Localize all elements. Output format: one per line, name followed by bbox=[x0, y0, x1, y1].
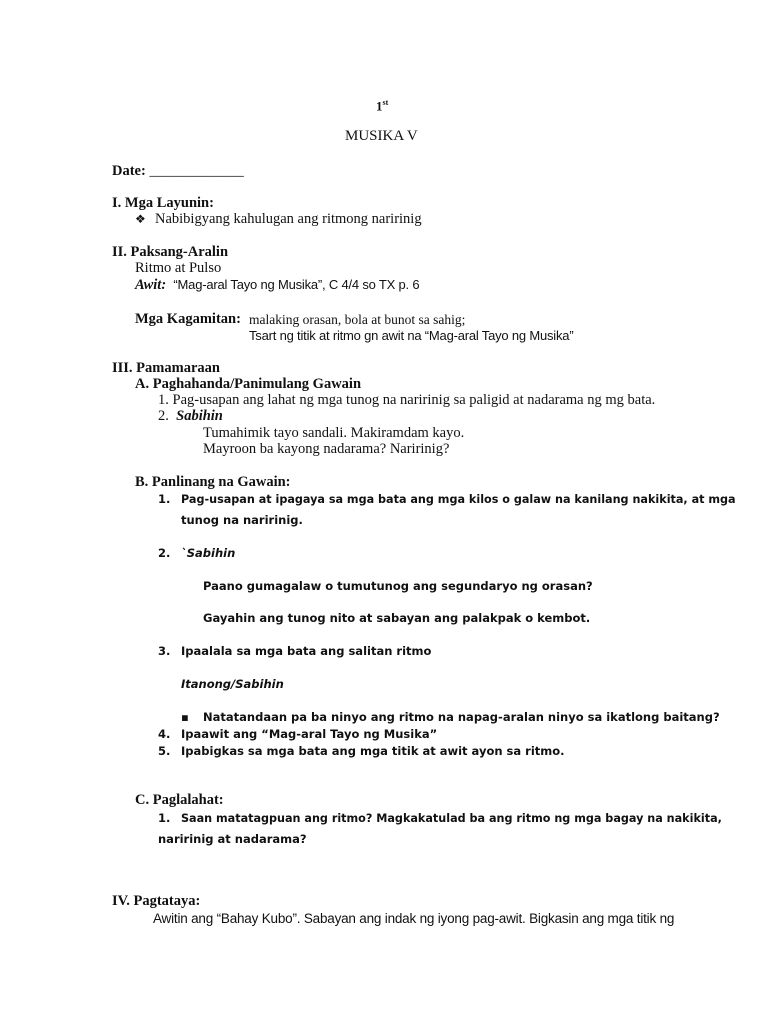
c-item-1-line-2: naririnig at nadarama? bbox=[158, 832, 307, 846]
b-item-2-label: `Sabihin bbox=[181, 546, 236, 560]
b-item-2-number: 2. bbox=[158, 546, 171, 560]
b-item-3: Ipaalala sa mga bata ang salitan ritmo bbox=[181, 644, 432, 658]
awit-value: “Mag-aral Tayo ng Musika”, C 4/4 so TX p. 6 bbox=[173, 277, 420, 292]
square-bullet-icon: ▪ bbox=[181, 710, 189, 724]
a-item-2-label: Sabihin bbox=[176, 408, 223, 424]
b-item-1-line-1: Pag-usapan at ipagaya sa mga bata ang mga kilos o galaw na kanilang nakikita, at mga bbox=[181, 493, 736, 506]
b-item-4: Ipaawit ang “Mag-aral Tayo ng Musika” bbox=[181, 727, 438, 741]
b-item-4-number: 4. bbox=[158, 727, 171, 741]
b-bullet-item: Natatandaan pa ba ninyo ang ritmo na napag-aralan ninyo sa ikatlong baitang? bbox=[203, 710, 720, 724]
a-line-2: Mayroon ba kayong nadarama? Naririnig? bbox=[203, 441, 450, 457]
itanong-label: Itanong/Sabihin bbox=[181, 677, 284, 691]
subsection-c-heading: C. Paglalahat: bbox=[135, 792, 224, 808]
b-item-5: Ipabigkas sa mga bata ang mga titik at awit ayon sa ritmo. bbox=[181, 744, 565, 758]
c-item-1-number: 1. bbox=[158, 811, 171, 825]
section-4-heading: IV. Pagtataya: bbox=[112, 893, 201, 909]
subsection-a-heading: A. Paghahanda/Panimulang Gawain bbox=[135, 376, 362, 392]
section-3-heading: III. Pamamaraan bbox=[112, 360, 220, 376]
a-line-1: Tumahimik tayo sandali. Makiramdam kayo. bbox=[203, 425, 465, 441]
grade-marker bbox=[376, 94, 388, 114]
b-item-1-number: 1. bbox=[158, 492, 171, 506]
b-question-2: Gayahin ang tunog nito at sabayan ang palakpak o kembot. bbox=[203, 611, 591, 625]
subsection-b-heading: B. Panlinang na Gawain: bbox=[135, 474, 291, 490]
objective-item: Nabibigyang kahulugan ang ritmong naririnig bbox=[155, 211, 422, 227]
section-2-heading: II. Paksang-Aralin bbox=[112, 244, 229, 260]
b-item-1-line-2: tunog na naririnig. bbox=[181, 513, 303, 527]
a-item-2 bbox=[158, 408, 223, 425]
date-label: Date: bbox=[112, 163, 150, 179]
kagamitan-line-2: Tsart ng titik at ritmo gn awit na “Mag-aral Tayo ng Musika” bbox=[249, 328, 574, 343]
a-item-1: 1. Pag-usapan ang lahat ng mga tunog na naririnig sa paligid at nadarama ng mg bata. bbox=[158, 392, 656, 408]
date-field bbox=[112, 163, 244, 180]
page-title: MUSIKA V bbox=[345, 128, 418, 144]
b-item-5-number: 5. bbox=[158, 744, 171, 758]
section-1-heading: I. Mga Layunin: bbox=[112, 195, 214, 211]
c-item-1-line-1: Saan matatagpuan ang ritmo? Magkakatulad ba ang ritmo ng mga bagay na nakikita, bbox=[181, 812, 722, 825]
b-question-1: Paano gumagalaw o tumutunog ang segundaryo ng orasan? bbox=[203, 579, 593, 593]
grade-number: 1 bbox=[376, 98, 383, 114]
topic-text: Ritmo at Pulso bbox=[135, 260, 222, 276]
b-item-3-number: 3. bbox=[158, 644, 171, 658]
diamond-bullet-icon: ❖ bbox=[135, 212, 146, 226]
awit-line bbox=[135, 276, 419, 294]
awit-label: Awit: bbox=[135, 277, 167, 293]
kagamitan-label: Mga Kagamitan: bbox=[135, 311, 241, 327]
grade-suffix: st bbox=[382, 98, 389, 107]
a-item-2-number: 2. bbox=[158, 408, 169, 424]
kagamitan-line-1: malaking orasan, bola at bunot sa sahig; bbox=[249, 312, 466, 327]
date-line: _____________ bbox=[149, 163, 244, 179]
pagtataya-text: Awitin ang “Bahay Kubo”. Sabayan ang indak ng iyong pag-awit. Bigkasin ang mga titik ng bbox=[153, 911, 675, 926]
